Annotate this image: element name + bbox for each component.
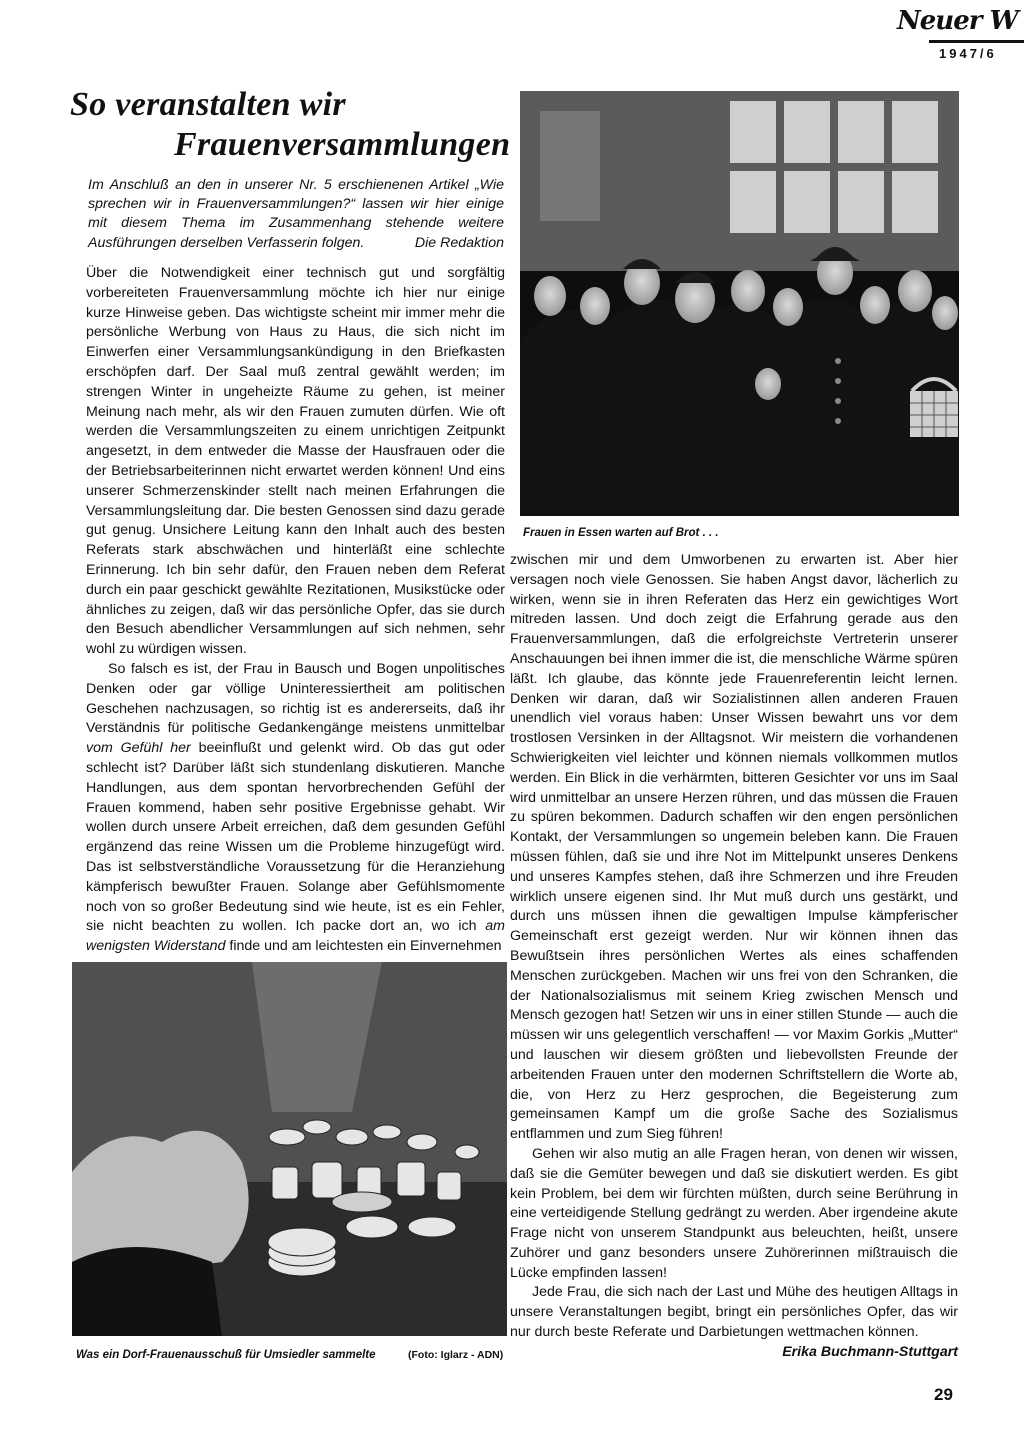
article-column-right [510, 551, 958, 1363]
paragraph-5: Jede Frau, die sich nach der Last und Mühe des heutigen Alltags in unsere Veranstaltungen begibt, bringt ein persönliches Opfer, das wir nur durch beste Referate und Darbietungen wettmachen können. [510, 1284, 958, 1341]
paragraph-2-emphasis-2: am wenigsten Widerstand [86, 918, 505, 955]
photo-credit: (Foto: Iglarz - ADN) [408, 1349, 504, 1361]
photo-collected-goods-caption: Was ein Dorf-Frauenausschuß für Umsiedler sammelte [76, 1349, 376, 1361]
article-headline [70, 85, 510, 165]
paragraph-2 [86, 660, 505, 957]
paragraph-4: Gehen wir also mutig an alle Fragen heran, von denen wir wissen, daß sie die Gemüter bewegen und daß sie diskutiert werden. Es gibt kein Problem, bei dem wir fürchten müßten, durch seine Berührung in eine verteidigende Stellung gedrängt zu werden. Aber irgendeine akute Frage nicht von unserem Standpunkt aus beleuchten, heißt, unsere Zuhörer und ganz besonders unsere Zuhörerinnen mißtrauisch die Lücke empfinden lassen! [510, 1145, 958, 1281]
photo-women-queue-caption: Frauen in Essen warten auf Brot . . . [523, 527, 719, 539]
intro-signature: Die Redaktion [414, 234, 504, 251]
page-number: 29 [934, 1385, 953, 1404]
headline-line-2: Frauenversammlungen [174, 126, 511, 163]
photo-collected-goods [72, 962, 507, 1336]
masthead-rule [929, 40, 1024, 43]
paragraph-2-part-a: So falsch es ist, der Frau in Bausch und Bogen unpolitisches Denken oder gar völlige Uninteressiertheit am politischen Geschehen nachzusagen, so richtig ist es andererseits, daß ihr Verständnis für politische Gedankengänge meistens unmittelbar [86, 660, 505, 737]
masthead-issue: 1947/6 [939, 46, 997, 61]
intro-text: Im Anschluß an den in unserer Nr. 5 erschienenen Artikel „Wie sprechen wir in Frauenversammlungen?“ lassen wir hier einige mit diesem Thema im Zusammenhang stehende weitere Ausführungen derselben Verfasserin folgen. [88, 177, 504, 251]
masthead [895, 6, 1024, 68]
paragraph-2-part-b: beeinflußt und gelenkt wird. Ob das gut oder schlecht ist? Darüber läßt sich stundenlang diskutieren. Manche Handlungen, aus dem spontan hervorbrechenden Gefühl der Frauen kommend, haben sehr positive Ergebnisse gehabt. Wir wollen durch unsere Arbeit erreichen, daß dem gesunden Gefühl ergänzend das reine Wissen um die Probleme hinzugefügt wird. Das ist selbstverständliche Voraussetzung für die Heranziehung kämpferisch bewußter Frauen. Solange aber Gefühlsmomente noch von so großer Bedeutung sind wie heute, ist es ein Fehler, sie nicht beachten zu wollen. Ich packe dort an, wo ich [86, 740, 505, 935]
paragraph-1: Über die Notwendigkeit einer technisch gut und sorgfältig vorbereiteten Frauenversammlung möchte ich hier nur einige kurze Hinweise geben. Das wichtigste scheint mir immer mehr die persönliche Werbung von Haus zu Haus, die sich nicht im Einwerfen einer Versammlungsankündigung in den Briefkasten erschöpfen darf. Der Saal muß zentral gewählt werden; im strengen Winter in ungeheizte Räume zu gehen, ist meiner Meinung nach mehr, als wir den Frauen zumuten dürfen. Wie oft werden die Versammlungszeiten zu einem unrichtigen Zeitpunkt angesetzt, in dem entweder die Masse der Hausfrauen oder die der Betriebsarbeiterinnen nicht erwartet werden können! Und eins unserer Schmerzenskinder stellt nach meinen Erfahrungen die Versammlungsleitung dar. Die besten Genossen sind dazu gerade gut genug. Unsichere Leitung kann den Inhalt auch des besten Referats stark abschwächen und hinterläßt eine schlechte Erinnerung. Ich bin sehr dafür, den Frauen neben dem Referat durch ein paar geschickt gewählte Rezitationen, Musikstücke oder ähnliches zu zeigen, daß wir das persönliche Opfer, das sie durch den Besuch abendlicher Versammlungen auf sich nehmen, sehr wohl zu würdigen wissen. [86, 265, 505, 658]
editorial-intro [88, 176, 504, 253]
photo-collected-goods-graphic [72, 962, 507, 1336]
photo-women-queue [520, 91, 959, 516]
author-signature: Erika Buchmann-Stuttgart [782, 1343, 958, 1360]
masthead-title: Neuer W [897, 6, 1018, 36]
article-column-left [86, 264, 505, 957]
photo-women-queue-graphic [520, 91, 959, 516]
paragraph-2-emphasis-1: vom Gefühl her [86, 740, 191, 757]
paragraph-3: zwischen mir und dem Umworbenen zu erwarten ist. Aber hier versagen noch viele Genossen. Sie haben Angst davor, lächerlich zu wirken, wenn sie in ihren Referaten das Herz ein gewichtiges Wort mitreden lassen. Und doch zeigt die Erfahrung gerade aus den Frauenversammlungen, daß die erfolgreichste Vertreterin unserer Anschauungen bei ihnen immer die ist, die menschliche Wärme spüren läßt. Ich glaube, das könnte jede Frauenreferentin leicht lernen. Denken wir daran, daß wir Sozialistinnen allen anderen Frauen unendlich viel voraus haben: Unser Wissen bewahrt uns vor dem trostlosen Versinken in der Alltagsnot. Wir meistern die vorhandenen Schwierigkeiten viel leichter und können niemals vollkommen mutlos werden. Ein Blick in die verhärmten, bitteren Gesichter vor uns im Saal wird unmittelbar an unsere Herzen rühren, und das müssen die Frauen zu spüren bekommen. Dadurch schaffen wir den engen persönlichen Kontakt, der Versammlungen so ungemein beleben kann. Die Frauen müssen fühlen, daß sie und ihre Not im Mittelpunkt unseres Denkens und unseres Kampfes stehen, daß ihre Schmerzen und ihre Freuden wirklich unsere eigenen sind. Ihr Mut muß durch uns gestärkt, und durch uns müssen ihnen die gewaltigen Impulse kämpferischer Gemeinschaft erst gezeigt werden. Nur wir können ihnen das Bewußtsein ihres persönlichen Wertes als eines schaffenden Menschen zurückgeben. Machen wir uns frei von den Schranken, die der Nationalsozialismus mit seinem Krieg zwischen Mensch und Mensch gezogen hat! Setzen wir uns in einer stillen Stunde — auch die müssen wir uns gelegentlich verschaffen! — vor Maxim Gorkis „Mutter“ und lauschen wir diesem größten und liebevollsten Freunde der arbeitenden Frauen unter den modernen Schriftstellern die Worte ab, die, von Herz zu Herz gesprochen, die Begeisterung zum gemeinsamen Kampf um die große Sache des Sozialismus entflammen und zum Sieg führen! [510, 552, 958, 1143]
headline-line-1: So veranstalten wir [70, 86, 346, 123]
paragraph-2-part-c: finde und am leichtesten ein Einvernehmen [225, 938, 502, 955]
